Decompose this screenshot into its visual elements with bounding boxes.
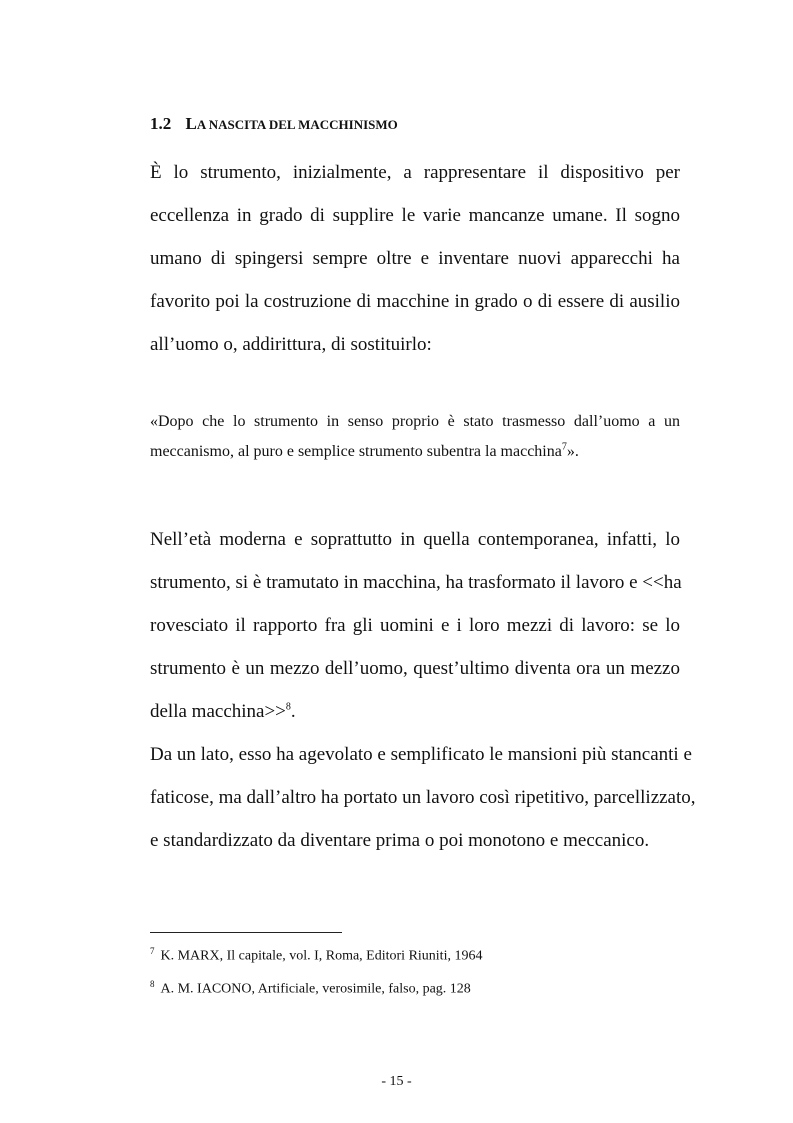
paragraph-1-line-1: È lo strumento, inizialmente, a rappresentare il dispositivo per [150, 162, 680, 183]
paragraph-1-line-5: all’uomo o, addirittura, di sostituirlo: [150, 334, 432, 355]
page-number: - 15 - [381, 1074, 412, 1089]
footnote-7-text: K. MARX, Il capitale, vol. I, Roma, Editori Riuniti, 1964 [160, 948, 483, 964]
section-heading [150, 114, 398, 134]
paragraph-1-line-2: eccellenza in grado di supplire le varie mancanze umane. Il sogno [150, 205, 680, 226]
footnote-ref-7: 7 [561, 441, 567, 453]
paragraph-2-line-5 [150, 700, 680, 724]
quote-line-2-end: ». [566, 443, 579, 460]
paragraph-3-line-1: Da un lato, esso ha agevolato e semplificato le mansioni più stancanti e [150, 744, 692, 765]
paragraph-2-line-3: rovesciato il rapporto fra gli uomini e i loro mezzi di lavoro: se lo [150, 615, 680, 636]
footnote-8 [150, 975, 471, 999]
paragraph-2-last-text: della macchina>> [150, 701, 286, 722]
paragraph-2-line-1: Nell’età moderna e soprattutto in quella contemporanea, infatti, lo [150, 529, 680, 550]
footnote-8-mark: 8 [150, 979, 155, 989]
footnote-separator [150, 932, 342, 933]
footnote-8-text: A. M. IACONO, Artificiale, verosimile, falso, pag. 128 [160, 981, 471, 997]
paragraph-3-line-3: e standardizzato da diventare prima o poi monotono e meccanico. [150, 830, 650, 851]
paragraph-3-line-2: faticose, ma dall’altro ha portato un lavoro così ripetitivo, parcellizzato, [150, 787, 696, 808]
section-title-rest: A NASCITA DEL MACCHINISMO [196, 117, 398, 132]
paragraph-2-line-4: strumento è un mezzo dell’uomo, quest’ultimo diventa ora un mezzo [150, 658, 680, 679]
footnote-ref-8: 8 [285, 701, 291, 713]
paragraph-2-last-end: . [290, 701, 296, 722]
section-number: 1.2 [150, 114, 172, 133]
paragraph-1-line-3: umano di spingersi sempre oltre e inventare nuovi apparecchi ha [150, 248, 680, 269]
footnote-7 [150, 942, 482, 966]
paragraph-2-line-2: strumento, si è tramutato in macchina, ha trasformato il lavoro e <<ha [150, 572, 682, 593]
quote-line-1: «Dopo che lo strumento in senso proprio è stato trasmesso dall’uomo a un [150, 413, 680, 430]
section-title-initial: L [185, 114, 197, 133]
footnote-7-mark: 7 [150, 946, 155, 956]
paragraph-1-line-4: favorito poi la costruzione di macchine in grado o di essere di ausilio [150, 291, 680, 312]
quote-line-2-text: meccanismo, al puro e semplice strumento subentra la macchina [150, 443, 562, 460]
quote-line-2 [150, 441, 680, 463]
